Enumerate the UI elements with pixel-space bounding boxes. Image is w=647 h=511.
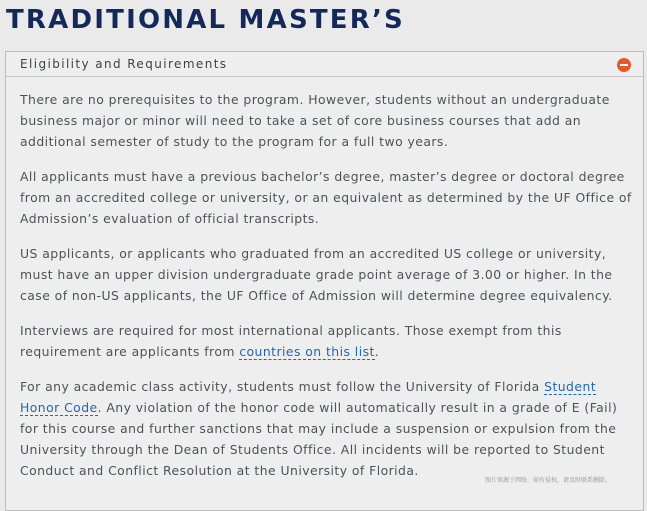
degree-requirement-paragraph: All applicants must have a previous bachelor’s degree, master’s degree or doctoral degree from an accredited college or university, or an equivalent as determined by the UF Office of Admission’s evaluation of official transcripts. [20,169,632,226]
accordion-body [20,89,632,495]
honor-code-text-end: . Any violation of the honor code will automatically result in a grade of E (Fail) for this course and further sanctions that may include a suspension or expulsion from the University through the Dean of Students Office. All incidents will be reported to Student Conduct and Conflict Resolution at the University of Florida. [20,400,618,478]
gpa-requirement-paragraph: US applicants, or applicants who graduated from an accredited US college or university, must have an upper division undergraduate grade point average of 3.00 or higher. In the case of non-US applicants, the UF Office of Admission will determine degree equivalency. [20,246,613,303]
accordion-title[interactable]: Eligibility and Requirements [20,57,228,71]
student-honor-code-link[interactable]: Student Honor Code [20,379,597,415]
page-title: TRADITIONAL MASTER’S [6,5,405,35]
honor-code-text: For any academic class activity, students must follow the University of Florida [20,379,545,394]
countries-list-link[interactable]: countries on this list [239,344,375,359]
interview-text-end: . [374,344,380,359]
prerequisites-paragraph: There are no prerequisites to the program. However, students without an undergraduate business major or minor will need to take a set of core business courses that add an additional semester of study to the program for a full two years. [20,92,610,149]
honor-code-paragraph [20,376,632,481]
accordion-header[interactable] [6,52,643,77]
eligibility-accordion [5,51,644,511]
interview-paragraph [20,320,632,362]
minus-circle-icon[interactable] [617,58,631,72]
interview-text: Interviews are required for most international applicants. Those exempt from this requirement are applicants from [20,323,562,359]
watermark: 图片来源于网络，如有侵权，请及时联系删除。 [484,477,611,484]
